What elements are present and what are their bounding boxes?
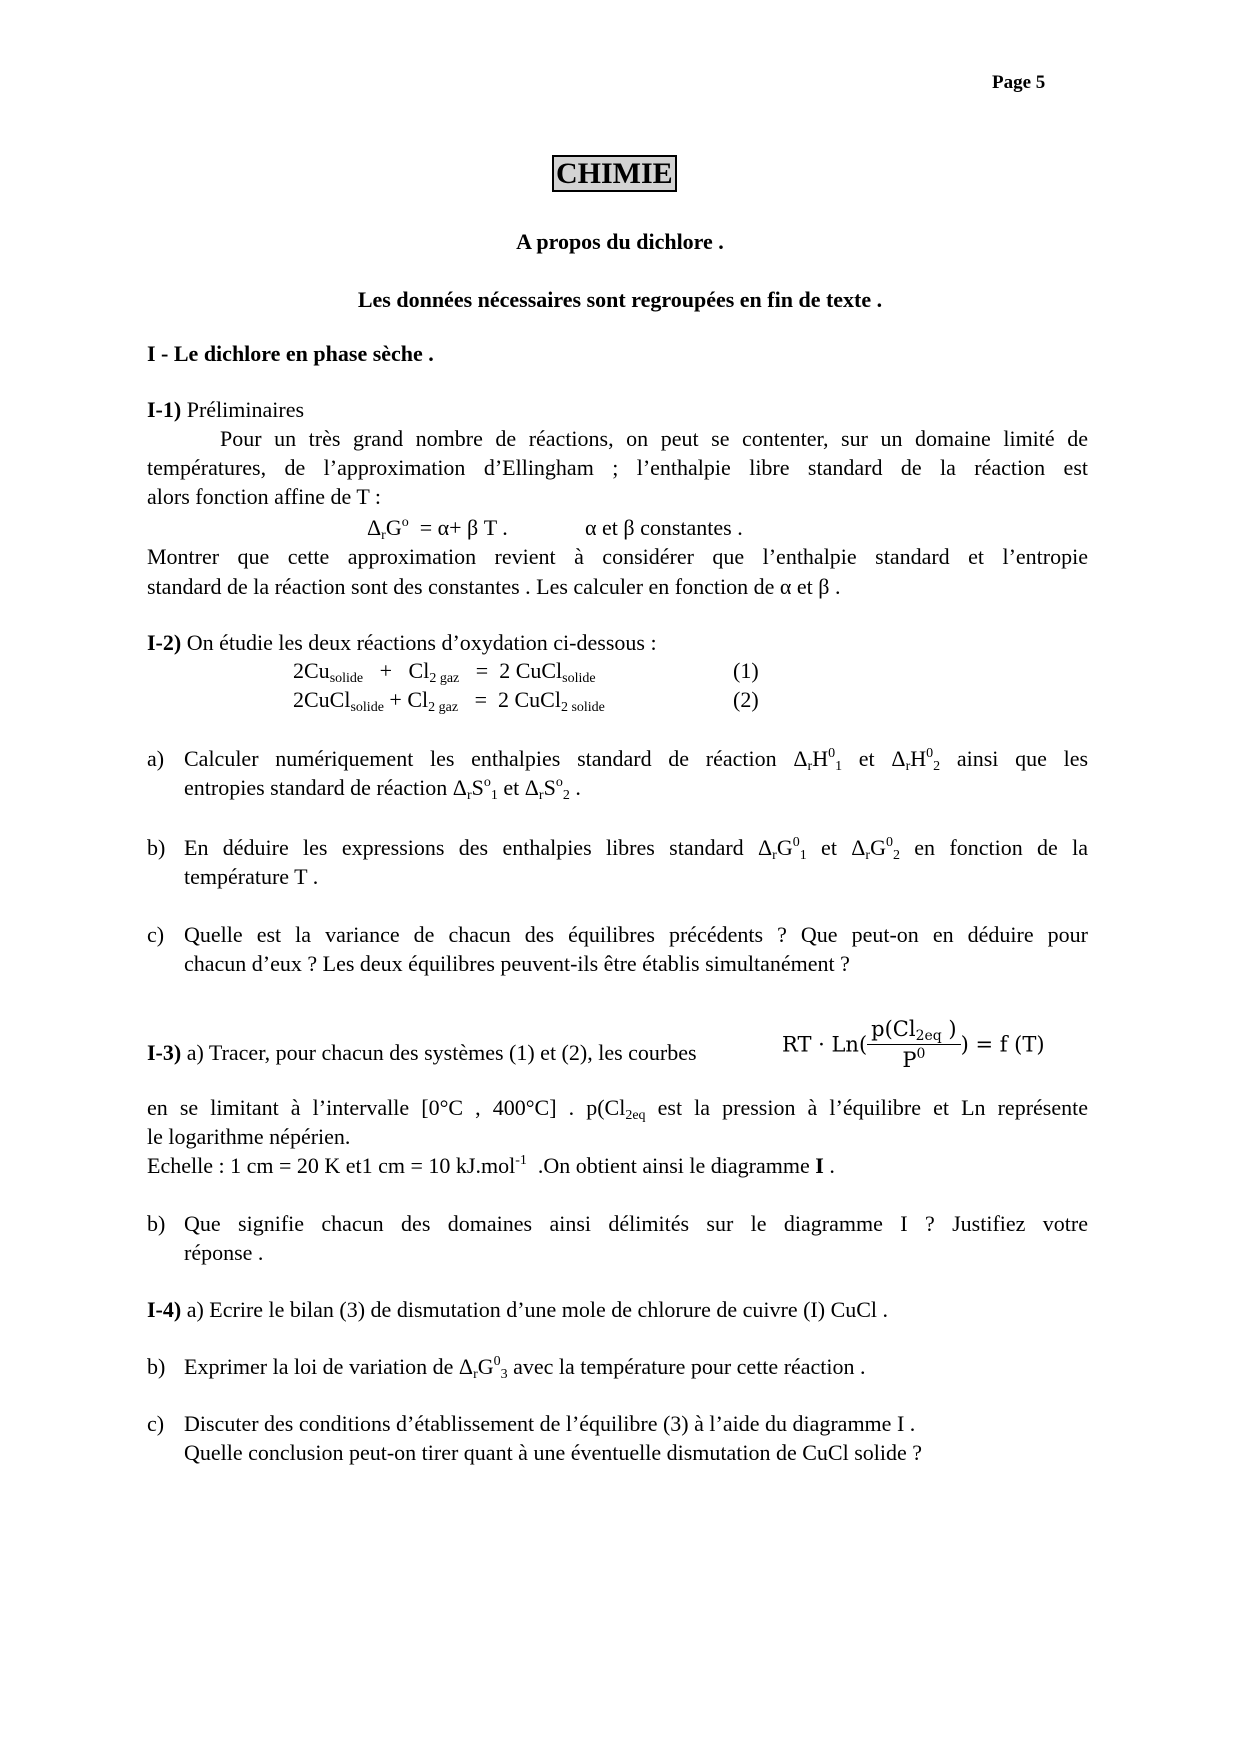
i3-line2: en se limitant à l’intervalle [0°C , 400°C] . $p(Cl_{2eq}$ est la pression à l’équilibre et Ln représente [147, 1095, 1088, 1123]
i1-line2: températures, de l’approximation d’Ellingham ; l’enthalpie libre standard de la réaction est [147, 455, 1088, 480]
i2-c-line1: Quelle est la variance de chacun des équilibres précédents ? Que peut-on en déduire pour [184, 922, 1088, 947]
reaction-1-number: (1) [733, 658, 759, 683]
i3-a-text: I-3) a) Tracer, pour chacun des systèmes (1) et (2), les courbes [147, 1040, 697, 1065]
i1-line5: standard de la réaction sont des constantes . Les calculer en fonction de α et β . [147, 574, 841, 599]
ellingham-equation: $\Delta_rG^o = \alpha+ \beta$ T . [367, 515, 508, 543]
i3-formula: RT · Ln( $\frac{p(Cl_{2eq} )}{P^0}$ ) = f (T) [782, 1017, 1045, 1072]
i2-c-line2: chacun d’eux ? Les deux équilibres peuvent-ils être établis simultanément ? [184, 951, 850, 976]
ellingham-constants: α et β constantes . [585, 515, 743, 540]
i3-b-line1: Que signifie chacun des domaines ainsi délimités sur le diagramme I ? Justifiez votre [184, 1211, 1088, 1236]
i3-b-label: b) [147, 1211, 166, 1236]
i1-line1: Pour un très grand nombre de réactions, on peut se contenter, sur un domaine limité de [220, 426, 1088, 451]
reaction-2-number: (2) [733, 687, 759, 712]
i2-a-line1: Calculer numériquement les enthalpies standard de réaction $\Delta_rH^0_1$ et $\Delta_rH^0_2$ ainsi que les [184, 746, 1089, 774]
i4-c-label: c) [147, 1411, 165, 1436]
subtitle: A propos du dichlore . [516, 229, 724, 254]
i2-b-label: b) [147, 835, 166, 860]
i1-line4: Montrer que cette approximation revient à considérer que l’enthalpie standard et l’entropie [147, 544, 1088, 569]
page-title [552, 156, 677, 192]
data-note: Les données nécessaires sont regroupées en fin de texte . [357, 287, 883, 312]
i3-line4: Echelle : 1 cm = 20 K et1 cm = 10 kJ.mol$^{-1}$ .On obtient ainsi le diagramme I . [147, 1153, 835, 1178]
i4-c-line2: Quelle conclusion peut-on tirer quant à une éventuelle dismutation de CuCl solide ? [184, 1440, 923, 1465]
page-number: Page 5 [992, 72, 1046, 93]
i2-intro: I-2) On étudie les deux réactions d’oxydation ci-dessous : [147, 630, 657, 655]
reaction-2: 2CuCl$_{solide}$ + $Cl_{2 gaz} = 2$ CuCl$_{2 solide}$ [293, 687, 605, 715]
i4-b-label: b) [147, 1354, 166, 1379]
i2-a-label: a) [147, 746, 165, 771]
i4-c-line1: Discuter des conditions d’établissement de l’équilibre (3) à l’aide du diagramme I . [184, 1411, 916, 1436]
i3-line3: le logarithme népérien. [147, 1124, 351, 1149]
i1-heading: I-1) Préliminaires [147, 397, 305, 422]
i2-b-line2: température T . [184, 864, 319, 889]
i1-line3: alors fonction affine de T : [147, 484, 381, 509]
reaction-1: $2Cu_{solide} + Cl_{2 gaz} = 2$ CuCl$_{solide}$ [293, 658, 596, 686]
i4-a-text: I-4) a) Ecrire le bilan (3) de dismutation d’une mole de chlorure de cuivre (I) CuCl . [147, 1297, 889, 1322]
i2-a-line2: entropies standard de réaction $\Delta_rS^o_1$ et $\Delta_rS^o_2$ . [184, 775, 581, 803]
i4-b-line: Exprimer la loi de variation de $\Delta_rG^0_3$ avec la température pour cette réaction . [184, 1354, 866, 1382]
i2-c-label: c) [147, 922, 165, 947]
i2-b-line1: En déduire les expressions des enthalpies libres standard $\Delta_rG^0_1$ et $\Delta_rG^0_2$ en fonction de la [184, 835, 1088, 863]
i3-b-line2: réponse . [184, 1240, 264, 1265]
section-heading: I - Le dichlore en phase sèche . [147, 341, 434, 366]
title-text: CHIMIE [552, 155, 677, 192]
